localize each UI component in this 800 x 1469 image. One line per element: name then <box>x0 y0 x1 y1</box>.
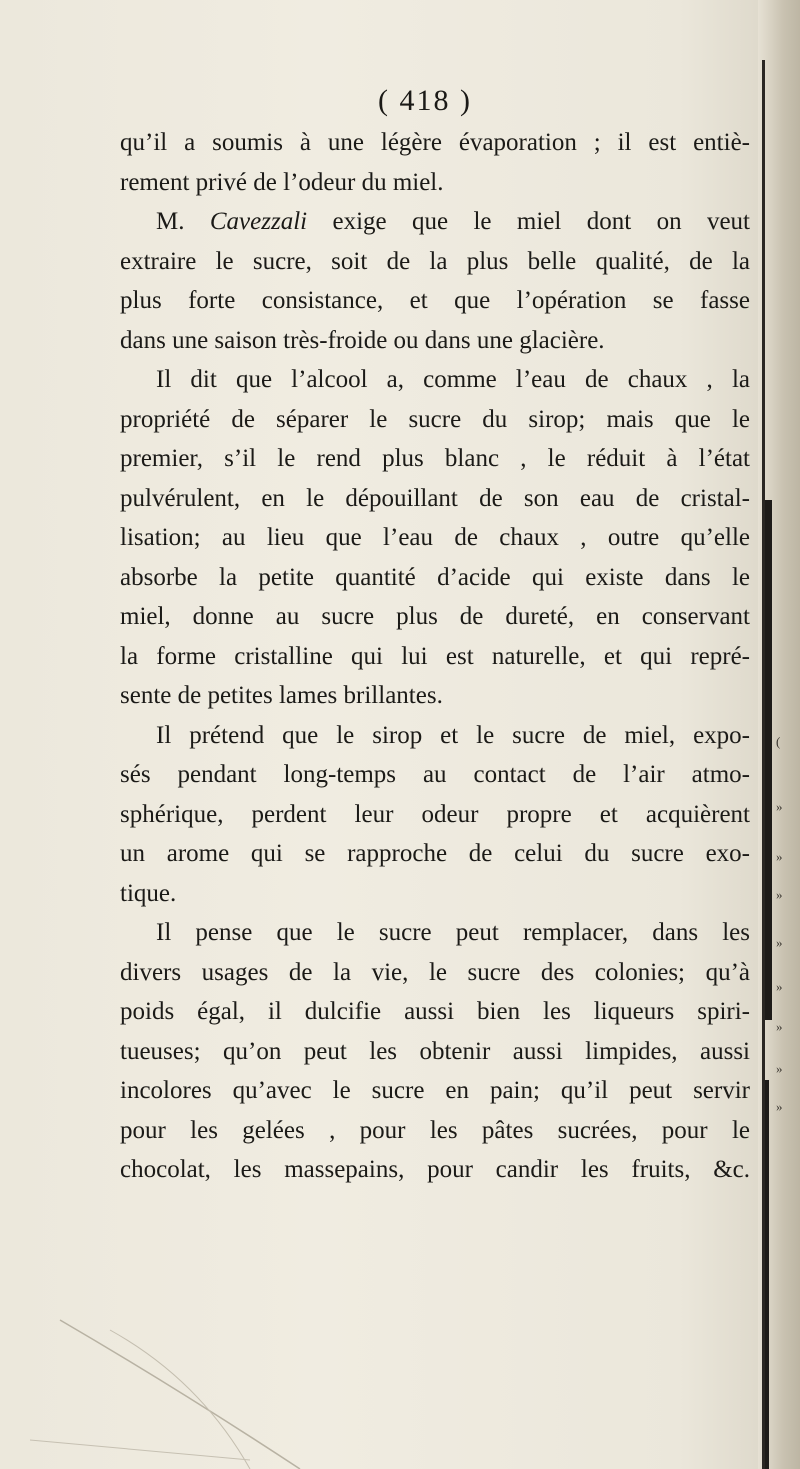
text-line: plus forte consistance, et que l’opération se fasse <box>120 287 750 314</box>
edge-mark: » <box>776 1061 783 1076</box>
text-line: extraire le sucre, soit de la plus belle qualité, de la <box>120 247 750 275</box>
body-text <box>120 123 750 1190</box>
page-number: ( 418 ) <box>378 84 472 117</box>
edge-mark: » <box>776 1099 783 1114</box>
page-fold-shadow <box>0 1300 760 1469</box>
text-line: miel, donne au sucre plus de dureté, en conservant <box>120 603 750 630</box>
text-line: M. Cavezzali exige que le miel dont on veut <box>156 208 750 235</box>
text-line: rement privé de l’odeur du miel. <box>120 168 444 196</box>
text-line: incolores qu’avec le sucre en pain; qu’il peut servir <box>120 1077 750 1104</box>
text-line: la forme cristalline qui lui est naturelle, et qui repré- <box>120 642 750 670</box>
text-line: poids égal, il dulcifie aussi bien les liqueurs spiri- <box>120 998 750 1025</box>
text-line: dans une saison très-froide ou dans une glacière. <box>120 326 605 354</box>
text-line: premier, s’il le rend plus blanc , le réduit à l’état <box>120 445 750 472</box>
text-line: propriété de séparer le sucre du sirop; mais que le <box>120 405 750 433</box>
text-line: tique. <box>120 879 177 907</box>
text-line: sente de petites lames brillantes. <box>120 682 443 709</box>
edge-mark: » <box>776 849 783 864</box>
text-line: divers usages de la vie, le sucre des colonies; qu’à <box>120 958 750 986</box>
edge-mark: ( <box>776 734 781 749</box>
author-name: Cavezzali <box>209 208 308 235</box>
text-line: absorbe la petite quantité d’acide qui existe dans le <box>120 563 750 591</box>
text-line: pulvérulent, en le dépouillant de son eau de cristal- <box>120 484 750 512</box>
text-line: un arome qui se rapproche de celui du sucre exo- <box>120 840 750 867</box>
edge-mark: » <box>776 1019 783 1034</box>
text-line: pour les gelées , pour les pâtes sucrées, pour le <box>120 1116 750 1144</box>
spine-shadow-bar <box>765 1080 769 1469</box>
edge-mark: » <box>776 799 783 814</box>
edge-mark: » <box>776 887 783 902</box>
edge-mark: » <box>776 979 783 994</box>
text-line: sés pendant long-temps au contact de l’air atmo- <box>120 761 750 788</box>
edge-mark: » <box>776 935 783 950</box>
text-line: qu’il a soumis à une légère évaporation ; il est entiè- <box>120 129 750 156</box>
spine-shadow-bar <box>765 500 772 1020</box>
text-line: Il dit que l’alcool a, comme l’eau de chaux , la <box>156 366 750 393</box>
text-line: sphérique, perdent leur odeur propre et acquièrent <box>120 800 750 828</box>
text-line: tueuses; qu’on peut les obtenir aussi limpides, aussi <box>120 1037 750 1065</box>
text-line: Il prétend que le sirop et le sucre de miel, expo- <box>156 721 750 749</box>
text-line: Il pense que le sucre peut remplacer, dans les <box>156 919 750 946</box>
text-line: lisation; au lieu que l’eau de chaux , outre qu’elle <box>120 524 750 551</box>
text-line: chocolat, les massepains, pour candir les fruits, &c. <box>120 1156 750 1183</box>
